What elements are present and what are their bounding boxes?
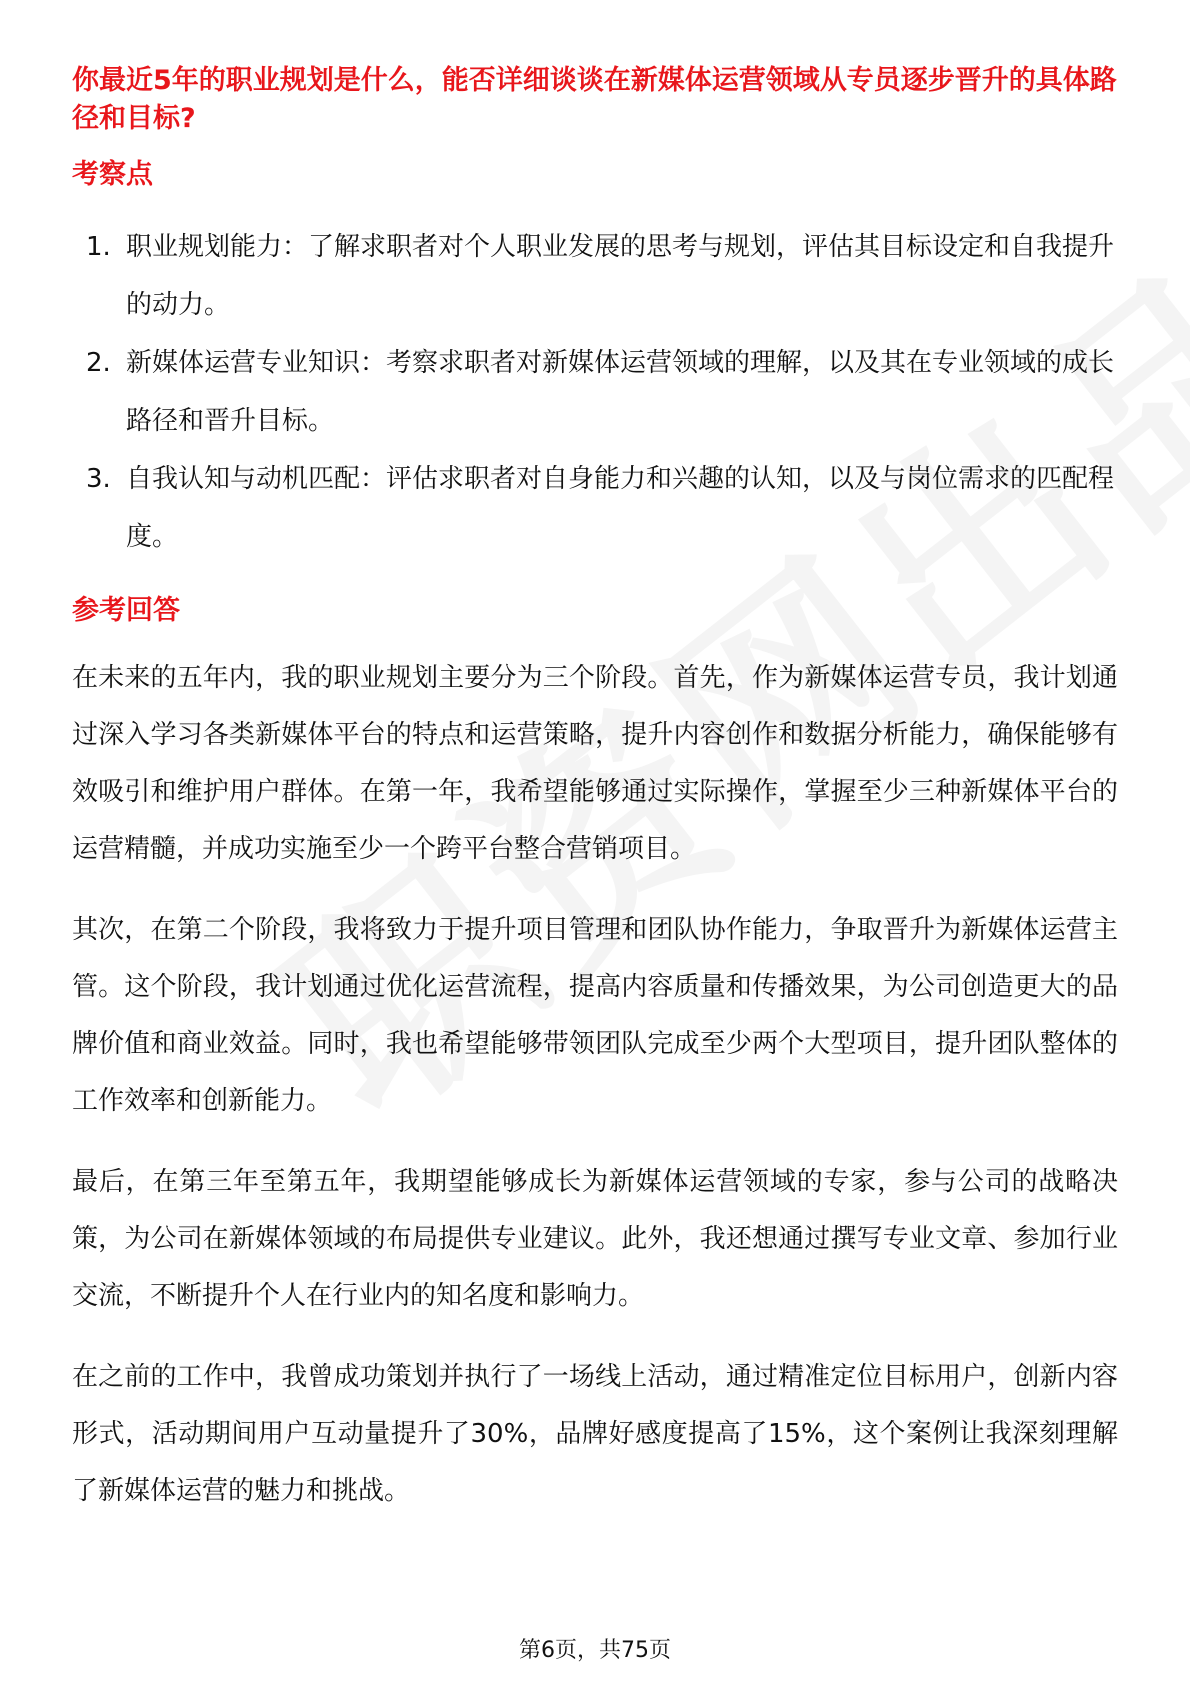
list-item-text: 新媒体运营专业知识：考察求职者对新媒体运营领域的理解，以及其在专业领域的成长路径和晋升目标。: [126, 348, 1115, 436]
list-item: [72, 334, 1118, 450]
list-item-number: 1.: [86, 232, 111, 262]
list-item-text: 职业规划能力：了解求职者对个人职业发展的思考与规划，评估其目标设定和自我提升的动力。: [126, 232, 1115, 320]
answer-paragraph: 最后，在第三年至第五年，我期望能够成长为新媒体运营领域的专家，参与公司的战略决策，为公司在新媒体领域的布局提供专业建议。此外，我还想通过撰写专业文章、参加行业交流，不断提升个人在行业内的知名度和影响力。: [72, 1167, 1118, 1311]
list-item-number: 3.: [86, 464, 111, 494]
page-content: [72, 62, 1118, 1520]
list-item: [72, 450, 1118, 566]
answer-paragraph: 其次，在第二个阶段，我将致力于提升项目管理和团队协作能力，争取晋升为新媒体运营主管。这个阶段，我计划通过优化运营流程，提高内容质量和传播效果，为公司创造更大的品牌价值和商业效益。同时，我也希望能够带领团队完成至少两个大型项目，提升团队整体的工作效率和创新能力。: [72, 915, 1118, 1116]
answer-section-title: 参考回答: [72, 595, 180, 626]
page-number-footer: 第6页，共75页: [519, 1638, 671, 1663]
list-item-number: 2.: [86, 348, 111, 378]
list-item-text: 自我认知与动机匹配：评估求职者对自身能力和兴趣的认知，以及与岗位需求的匹配程度。: [126, 464, 1115, 552]
points-section-title: 考察点: [72, 159, 153, 190]
points-list: [72, 218, 1118, 566]
answer-paragraph: 在未来的五年内，我的职业规划主要分为三个阶段。首先，作为新媒体运营专员，我计划通过深入学习各类新媒体平台的特点和运营策略，提升内容创作和数据分析能力，确保能够有效吸引和维护用户群体。在第一年，我希望能够通过实际操作，掌握至少三种新媒体平台的运营精髓，并成功实施至少一个跨平台整合营销项目。: [72, 663, 1118, 864]
list-item: [72, 218, 1118, 334]
question-heading: 你最近5年的职业规划是什么，能否详细谈谈在新媒体运营领域从专员逐步晋升的具体路径和目标?: [72, 65, 1117, 134]
answer-paragraph: 在之前的工作中，我曾成功策划并执行了一场线上活动，通过精准定位目标用户，创新内容形式，活动期间用户互动量提升了30%，品牌好感度提高了15%，这个案例让我深刻理解了新媒体运营的魅力和挑战。: [72, 1362, 1118, 1506]
